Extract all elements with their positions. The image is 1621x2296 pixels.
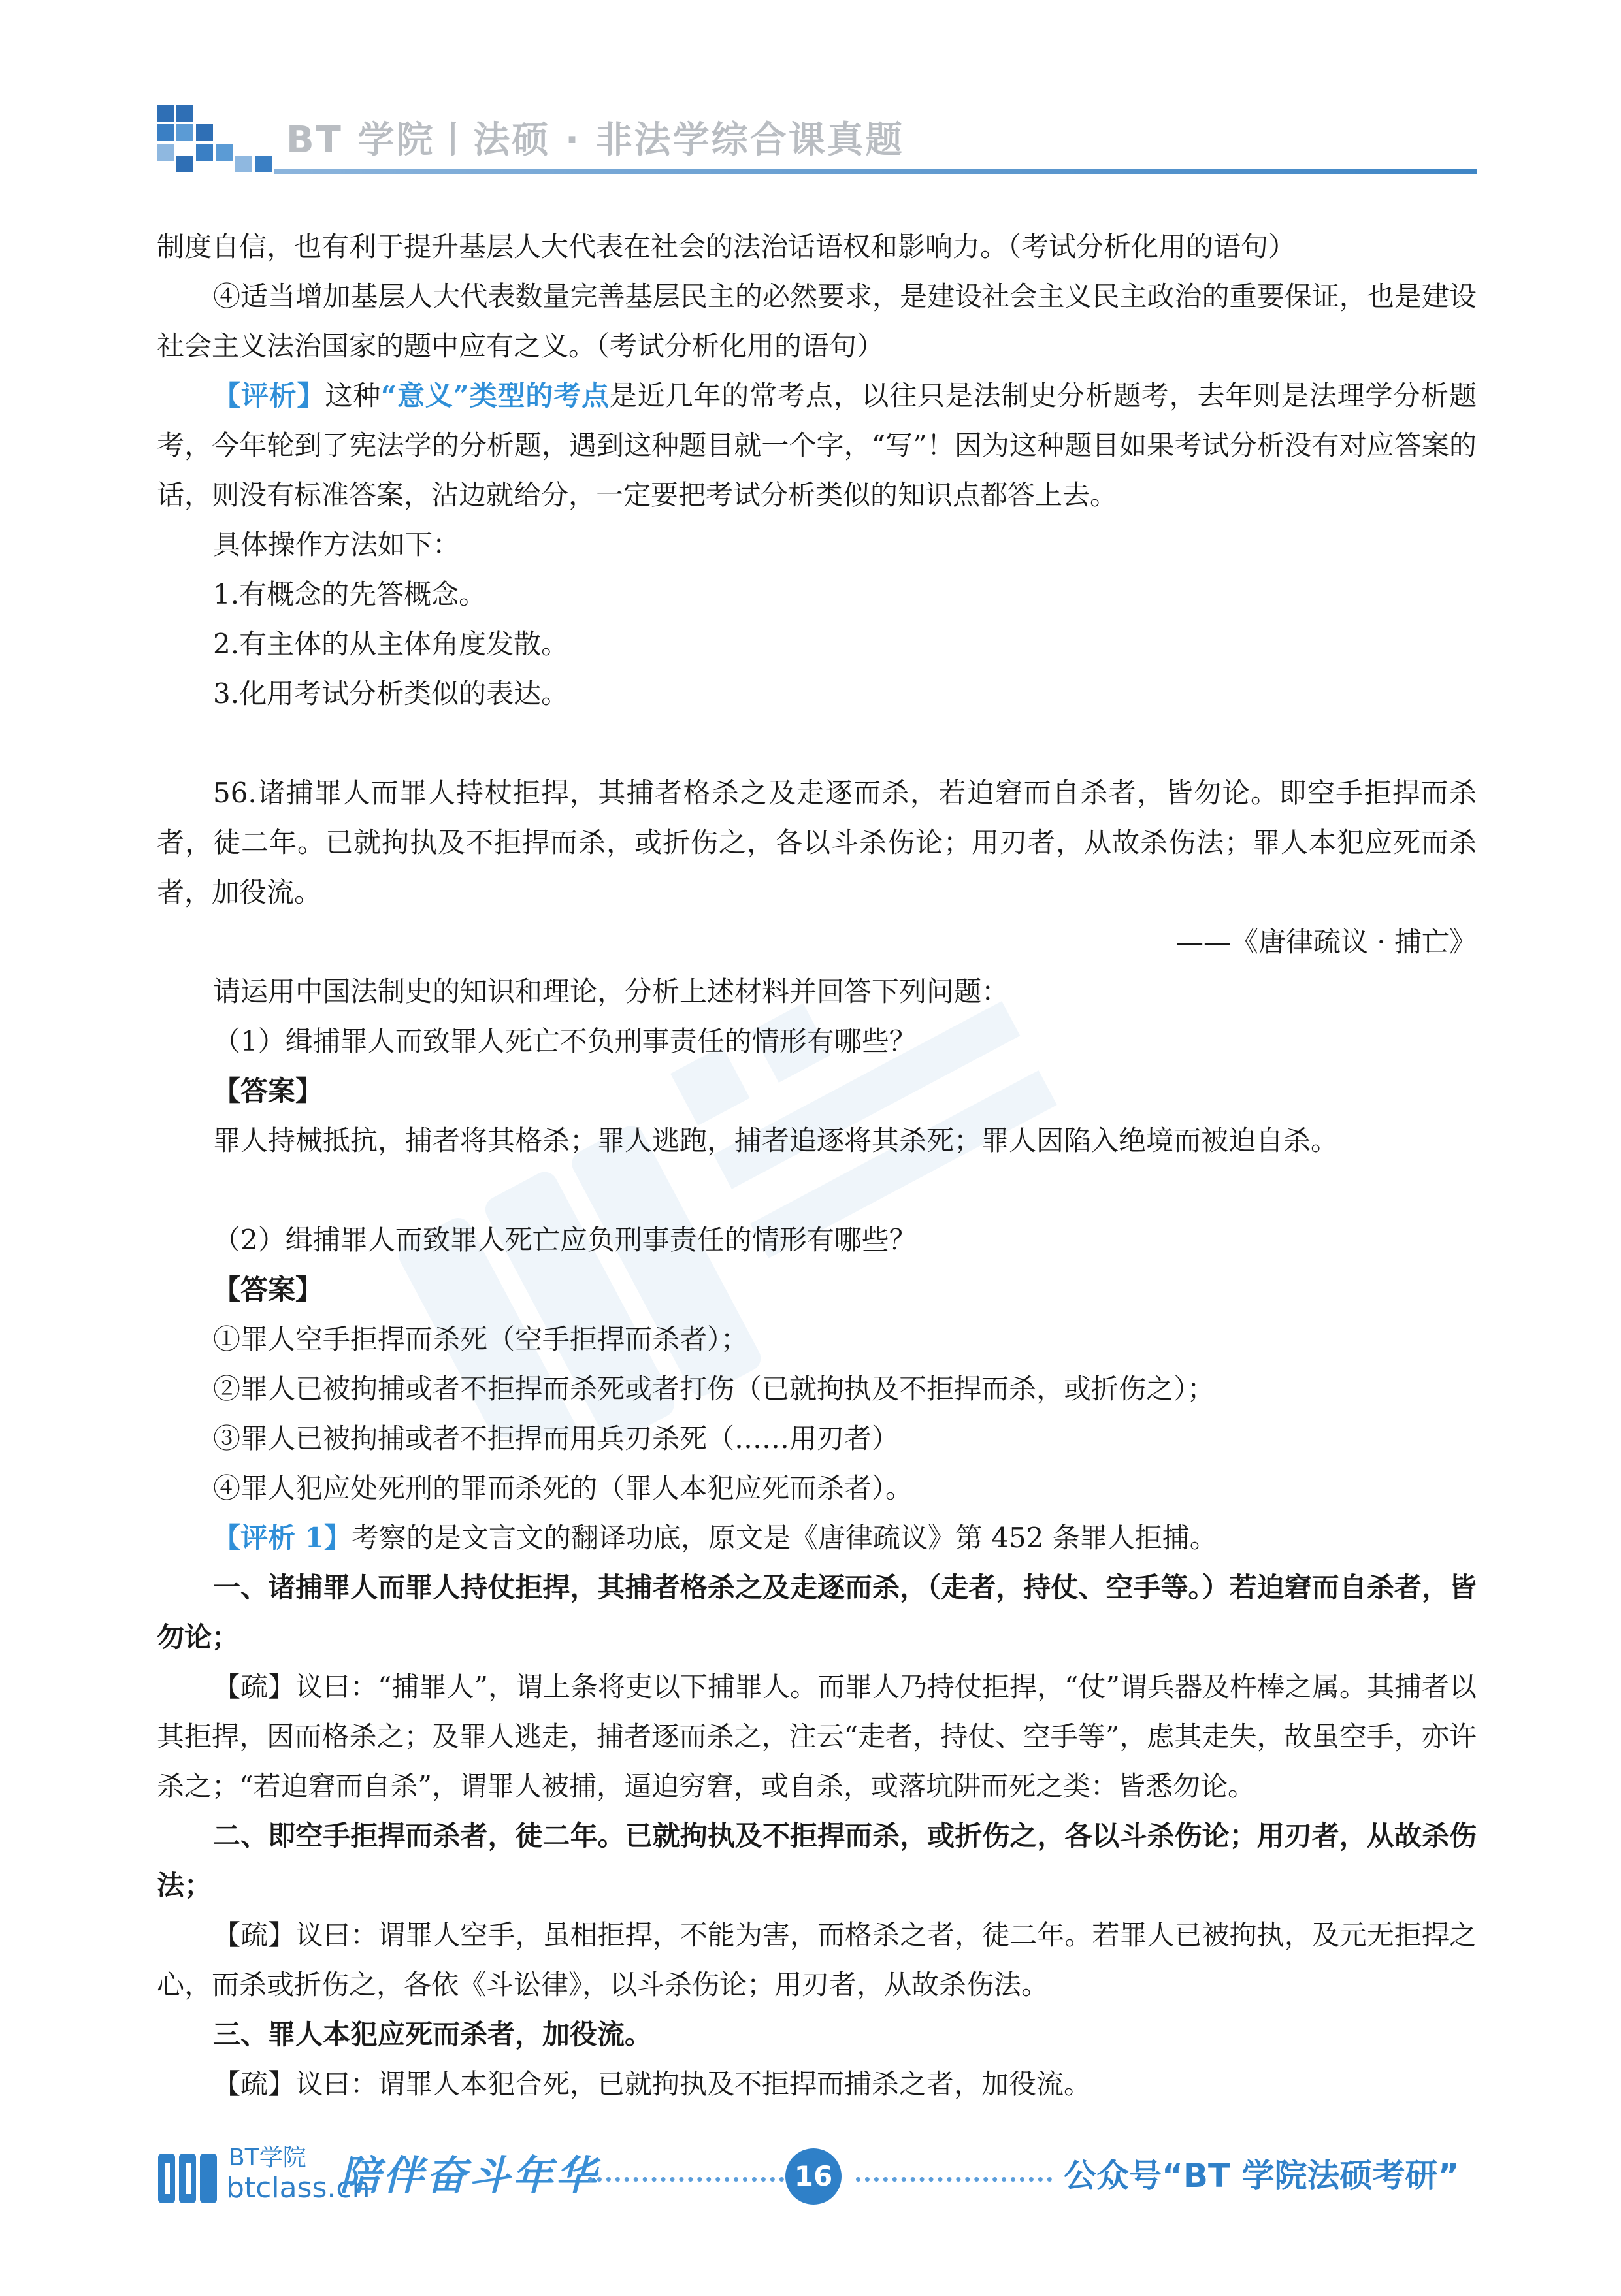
evaluation-text-b: 是近几年的常考点，以往只是法制史分析题考，去年则是法理学分析题考，今年轮到了宪法学的分析题，遇到这种题目就一个字，“写”！因为这种题目如果考试分析没有对应答案的话，则没有标准答案，沾边就给分，一定要把考试分析类似的知识点都答上去。: [157, 380, 1477, 511]
question-56: 56.诸捕罪人而罪人持杖拒捍，其捕者格杀之及走逐而杀，若迫窘而自杀者，皆勿论。即空手拒捍而杀者，徒二年。已就拘执及不拒捍而杀，或折伤之，各以斗杀伤论；用刃者，从故杀伤法；罪人本犯应死而杀者，加役流。: [157, 777, 1477, 908]
method-intro: 具体操作方法如下：: [213, 529, 461, 561]
footer-slogan: 陪伴奋斗年华: [340, 2152, 599, 2199]
answer-2-item-1: ①罪人空手拒捍而杀死（空手拒捍而杀者）；: [213, 1323, 749, 1355]
evaluation-label: 【评析】: [213, 380, 325, 412]
section-2-commentary: 【疏】议曰：谓罪人空手，虽相拒捍，不能为害，而格杀之者，徒二年。若罪人已被拘执，及元无拒捍之心，而杀或折伤之，各依《斗讼律》，以斗杀伤论；用刃者，从故杀伤法。: [157, 1919, 1477, 2001]
footer-dots-left: [588, 2177, 784, 2182]
page-number: 16: [785, 2148, 842, 2205]
main-content: [157, 222, 1477, 2109]
header-logo-blocks: [157, 105, 274, 173]
answer-2-item-4: ④罪人犯应处死刑的罪而杀死的（罪人本犯应死而杀者）。: [213, 1472, 913, 1504]
header-title: BT 学院丨法硕 · 非法学综合课真题: [286, 119, 904, 161]
sub-question-2: （2）缉捕罪人而致罪人死亡应负刑事责任的情形有哪些？: [213, 1224, 917, 1256]
evaluation-text-a: 这种: [325, 380, 382, 412]
section-3-commentary: 【疏】议曰：谓罪人本犯合死，已就拘执及不拒捍而捕杀之者，加役流。: [213, 2068, 1092, 2100]
method-item-3: 3.化用考试分析类似的表达。: [213, 678, 569, 710]
answer-1: 罪人持械抵抗，捕者将其格杀；罪人逃跑，捕者追逐将其杀死；罪人因陷入绝境而被迫自杀。: [213, 1124, 1339, 1156]
footer-dots-right: [856, 2177, 1052, 2182]
bt-logo-icon: [157, 2150, 222, 2206]
paragraph-evaluation: [157, 371, 1477, 520]
footer-brand-url: btclass.cn: [226, 2171, 370, 2205]
answer-label-2: 【答案】: [213, 1273, 323, 1305]
answer-label-1: 【答案】: [213, 1075, 323, 1107]
paragraph-point-4: ④适当增加基层人大代表数量完善基层民主的必然要求，是建设社会主义民主政治的重要保证，也是建设社会主义法治国家的题中应有之义。（考试分析化用的语句）: [157, 280, 1477, 362]
section-1-commentary: 【疏】议曰：“捕罪人”，谓上条将吏以下捕罪人。而罪人乃持仗拒捍，“仗”谓兵器及杵棒之属。其捕者以其拒捍，因而格杀之；及罪人逃走，捕者逐而杀之，注云“走者，持仗、空手等”，虑其走失，故虽空手，亦许杀之；“若迫窘而自杀”，谓罪人被捕，逼迫穷窘，或自杀，或落坑阱而死之类：皆悉勿论。: [157, 1671, 1477, 1802]
sub-question-1: （1）缉捕罪人而致罪人死亡不负刑事责任的情形有哪些？: [213, 1025, 917, 1057]
answer-2-item-2: ②罪人已被拘捕或者不拒捍而杀死或者打伤（已就拘执及不拒捍而杀，或折伤之）；: [213, 1373, 1215, 1405]
section-2-heading: 二、即空手拒捍而杀者，徒二年。已就拘执及不拒捍而杀，或折伤之，各以斗杀伤论；用刃者，从故杀伤法；: [157, 1820, 1477, 1901]
footer-wechat: 公众号“BT 学院法硕考研”: [1064, 2157, 1460, 2195]
section-1-heading: 一、诸捕罪人而罪人持仗拒捍，其捕者格杀之及走逐而杀，（走者，持仗、空手等。）若迫窘而自杀者，皆勿论；: [157, 1571, 1477, 1653]
question-source: ——《唐律疏议 · 捕亡》: [1175, 926, 1477, 958]
evaluation-1-text: 考察的是文言文的翻译功底，原文是《唐律疏议》第 452 条罪人拒捕。: [351, 1522, 1217, 1554]
footer-brand-name: BT学院: [229, 2144, 306, 2171]
section-3-heading: 三、罪人本犯应死而杀者，加役流。: [213, 2018, 653, 2050]
method-item-1: 1.有概念的先答概念。: [213, 578, 487, 610]
question-prompt: 请运用中国法制史的知识和理论，分析上述材料并回答下列问题：: [213, 976, 1009, 1008]
evaluation-highlight: “意义”类型的考点: [381, 380, 610, 412]
answer-2-item-3: ③罪人已被拘捕或者不拒捍而用兵刃杀死（……用刃者）: [213, 1422, 900, 1454]
page-header: [0, 0, 1621, 196]
paragraph-continued: 制度自信，也有利于提升基层人大代表在社会的法治话语权和影响力。（考试分析化用的语句）: [157, 231, 1296, 263]
method-item-2: 2.有主体的从主体角度发散。: [213, 628, 569, 660]
evaluation-1: [157, 1513, 1477, 1563]
header-divider: [274, 169, 1477, 174]
page-footer: [0, 2130, 1621, 2235]
evaluation-1-label: 【评析 1】: [213, 1522, 352, 1554]
